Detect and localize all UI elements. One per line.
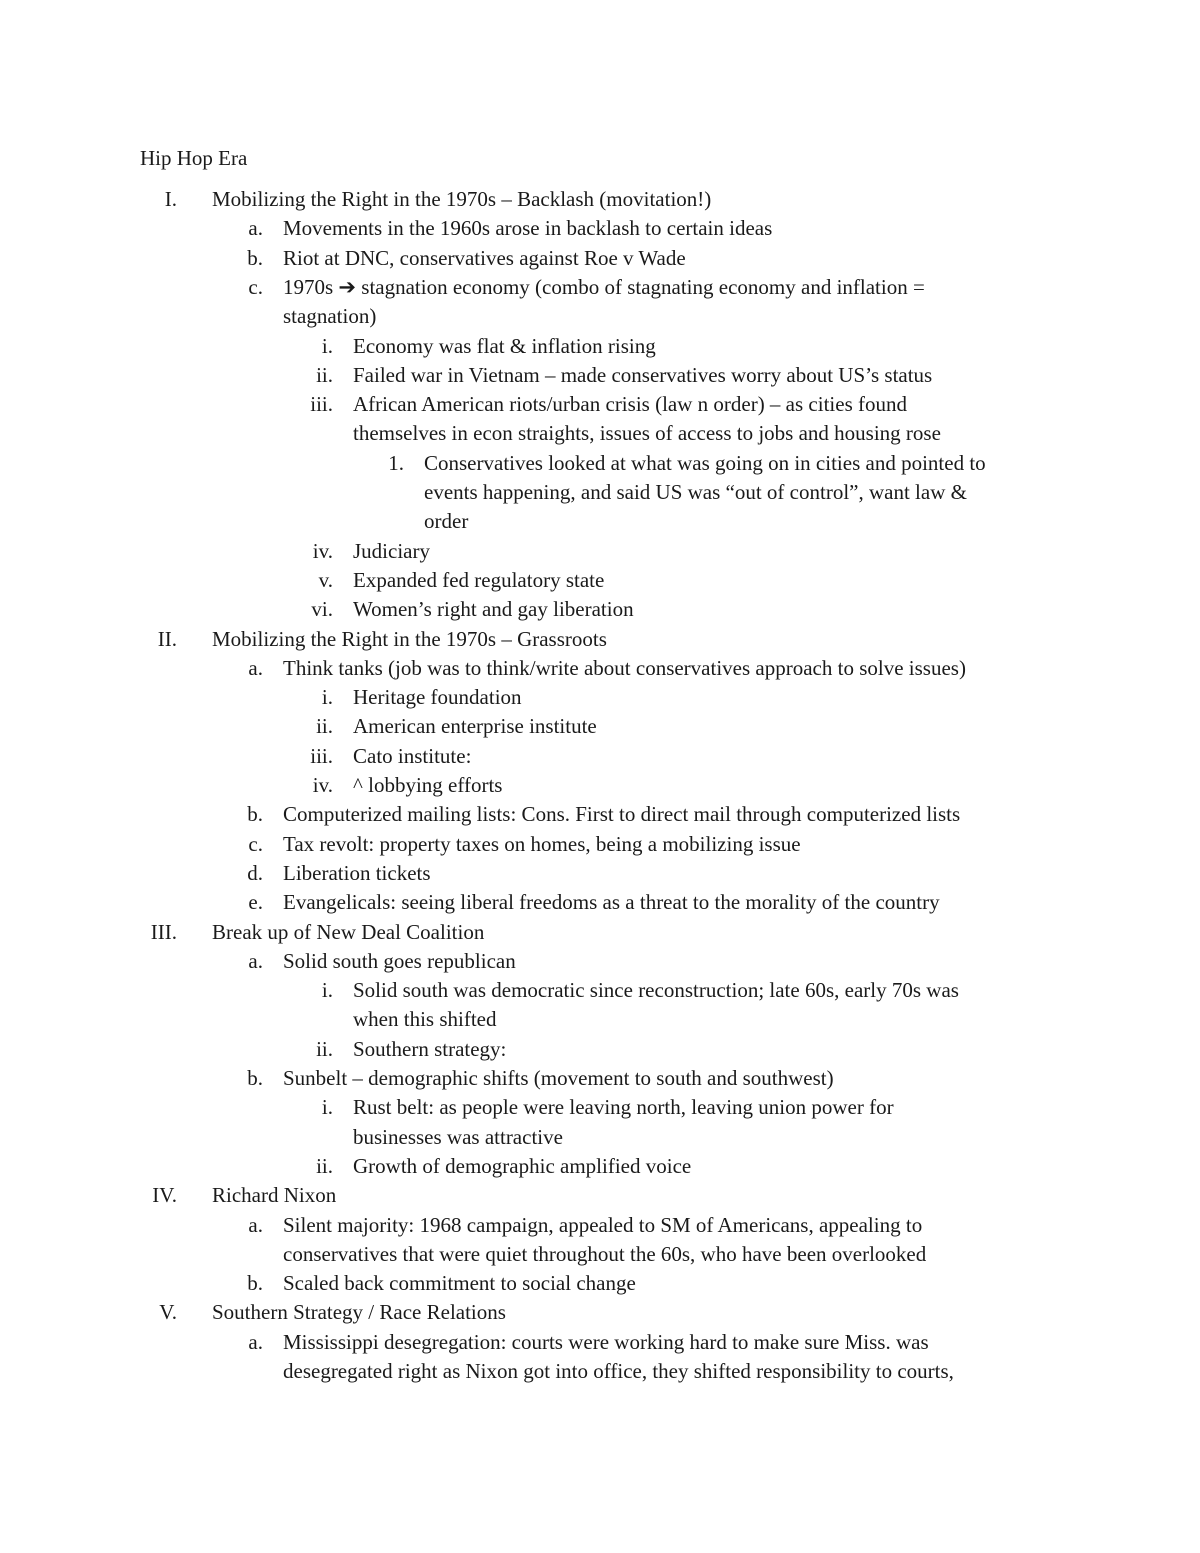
outline-number: a.: [248, 656, 263, 680]
outline-line-level-2: Rust belt: as people were leaving north, leaving union power for: [353, 1095, 894, 1119]
outline-line-level-0: Richard Nixon: [212, 1183, 337, 1207]
outline-line-level-0: Southern Strategy / Race Relations: [212, 1300, 506, 1324]
outline-number: a.: [248, 216, 263, 240]
outline-line-level-2: businesses was attractive: [353, 1125, 563, 1149]
outline-number: b.: [247, 1066, 263, 1090]
outline-number: ii.: [316, 714, 333, 738]
outline-line-level-2: Growth of demographic amplified voice: [353, 1154, 692, 1178]
outline-number: e.: [248, 890, 263, 914]
outline-number: ii.: [316, 1037, 333, 1061]
outline-line-level-1: Computerized mailing lists: Cons. First to direct mail through computerized lists: [283, 802, 961, 826]
outline-line-level-2: Southern strategy:: [353, 1037, 507, 1061]
outline-line-level-1: Riot at DNC, conservatives against Roe v Wade: [283, 246, 686, 270]
outline-line-level-1: Sunbelt – demographic shifts (movement to south and southwest): [283, 1066, 834, 1090]
outline-line-level-2: Failed war in Vietnam – made conservatives worry about US’s status: [353, 363, 933, 387]
outline-number: ii.: [316, 363, 333, 387]
outline-line-level-2: African American riots/urban crisis (law n order) – as cities found: [353, 392, 907, 416]
outline-line-level-2: Judiciary: [353, 539, 430, 563]
outline-number: IV.: [152, 1183, 177, 1207]
outline-number: a.: [248, 1330, 263, 1354]
outline-line-level-3: Conservatives looked at what was going on in cities and pointed to: [424, 451, 986, 475]
outline-line-level-2: Economy was flat & inflation rising: [353, 334, 656, 358]
outline-line-level-1: Mississippi desegregation: courts were working hard to make sure Miss. was: [283, 1330, 929, 1354]
outline-line-level-2: Heritage foundation: [353, 685, 522, 709]
outline-line-level-0: Break up of New Deal Coalition: [212, 920, 485, 944]
outline-number: i.: [321, 685, 333, 709]
outline-line-level-1: Liberation tickets: [283, 861, 431, 885]
outline-number: b.: [247, 802, 263, 826]
outline-line-level-2: when this shifted: [353, 1007, 497, 1031]
outline-line-level-1: Scaled back commitment to social change: [283, 1271, 636, 1295]
outline-number: 1.: [388, 451, 404, 475]
outline-number: iii.: [310, 392, 333, 416]
outline-line-level-2: American enterprise institute: [353, 714, 597, 738]
outline-number: I.: [164, 187, 177, 211]
outline-number: ii.: [316, 1154, 333, 1178]
outline-number: b.: [247, 1271, 263, 1295]
outline-number: vi.: [311, 597, 333, 621]
outline-line-level-1: Silent majority: 1968 campaign, appealed to SM of Americans, appealing to: [283, 1213, 923, 1237]
outline-line-level-2: ^ lobbying efforts: [353, 773, 503, 797]
outline-number: II.: [157, 627, 177, 651]
outline-number: i.: [321, 334, 333, 358]
outline-number: d.: [247, 861, 263, 885]
outline-line-level-0: Mobilizing the Right in the 1970s – Backlash (movitation!): [212, 187, 712, 211]
outline-number: III.: [150, 920, 177, 944]
outline-line-level-3: events happening, and said US was “out of control”, want law &: [424, 480, 967, 504]
outline-number: c.: [248, 275, 263, 299]
outline-line-level-1: Evangelicals: seeing liberal freedoms as a threat to the morality of the country: [283, 890, 940, 914]
outline-line-level-2: Women’s right and gay liberation: [353, 597, 634, 621]
outline-number: i.: [321, 978, 333, 1002]
outline-line-level-1: stagnation): [283, 304, 377, 328]
outline-line-level-1: Movements in the 1960s arose in backlash to certain ideas: [283, 216, 773, 240]
outline-number: iv.: [312, 539, 333, 563]
outline-line-level-2: Expanded fed regulatory state: [353, 568, 605, 592]
outline-line-level-1: desegregated right as Nixon got into office, they shifted responsibility to courts,: [283, 1359, 954, 1383]
outline-number: c.: [248, 832, 263, 856]
document-title: Hip Hop Era: [140, 146, 248, 170]
outline-line-level-1: 1970s ➔ stagnation economy (combo of stagnating economy and inflation =: [283, 275, 925, 299]
outline-number: V.: [159, 1300, 177, 1324]
outline-line-level-2: Solid south was democratic since reconstruction; late 60s, early 70s was: [353, 978, 959, 1002]
outline-number: iii.: [310, 744, 333, 768]
outline-line-level-2: Cato institute:: [353, 744, 472, 768]
outline-number: i.: [321, 1095, 333, 1119]
outline-line-level-1: conservatives that were quiet throughout the 60s, who have been overlooked: [283, 1242, 927, 1266]
outline-number: iv.: [312, 773, 333, 797]
outline-number: v.: [318, 568, 333, 592]
outline-line-level-1: Think tanks (job was to think/write about conservatives approach to solve issues): [283, 656, 966, 680]
outline-line-level-3: order: [424, 509, 469, 533]
outline-line-level-2: themselves in econ straights, issues of access to jobs and housing rose: [353, 421, 941, 445]
outline-number: a.: [248, 1213, 263, 1237]
outline-number: b.: [247, 246, 263, 270]
outline-number: a.: [248, 949, 263, 973]
outline-line-level-0: Mobilizing the Right in the 1970s – Grassroots: [212, 627, 607, 651]
outline-line-level-1: Tax revolt: property taxes on homes, being a mobilizing issue: [283, 832, 801, 856]
outline-line-level-1: Solid south goes republican: [283, 949, 516, 973]
